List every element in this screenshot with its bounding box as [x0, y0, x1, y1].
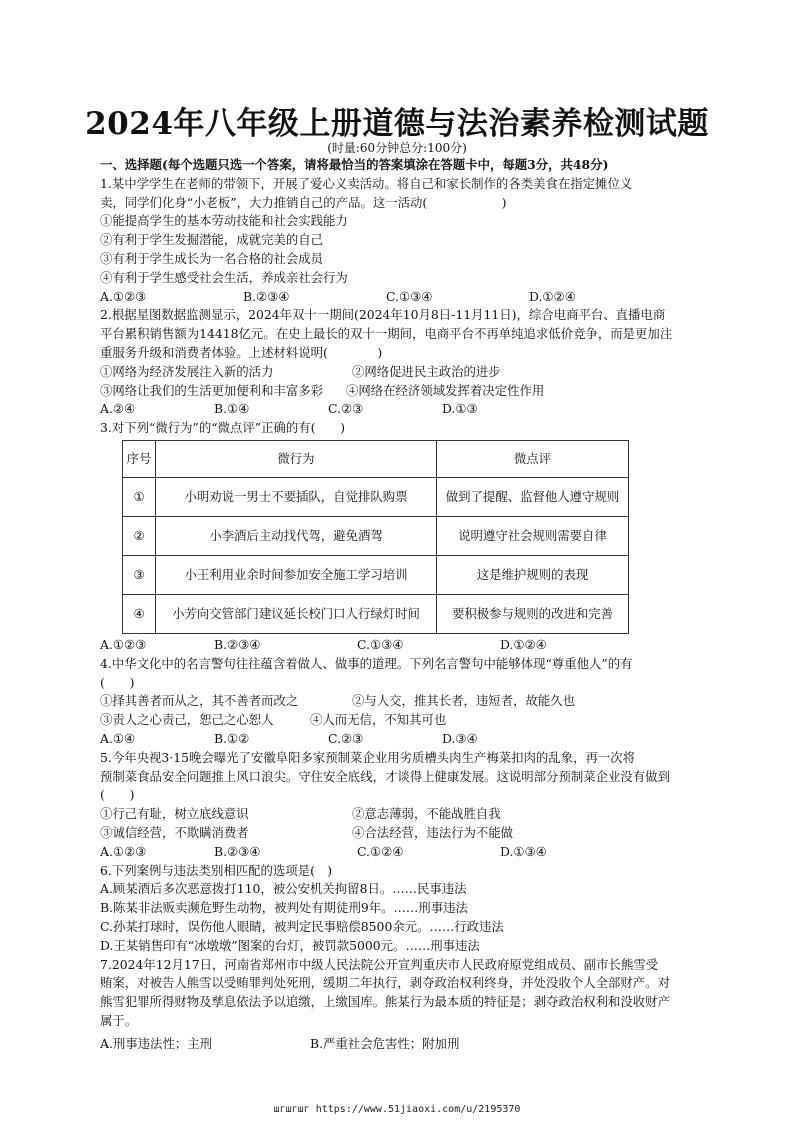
q6-stem: 6.下列案例与违法类别相匹配的选项是( ): [100, 862, 333, 878]
q6-choice-b[interactable]: B.陈某非法贩卖濒危野生动物，被判处有期徒刑9年。……刑事违法: [100, 900, 468, 916]
q6-choice-c[interactable]: C.孙某打球时，误伤他人眼睛，被判定民事赔偿8500余元。……行政违法: [100, 918, 504, 934]
table-header-cell: 微行为: [156, 440, 437, 477]
q3-options: [100, 636, 726, 655]
footer-url[interactable]: шгшгшг https://www.51jiaoxi.com/u/2195370: [273, 1104, 521, 1115]
q1-option-a[interactable]: A.①②③: [100, 288, 147, 304]
q1-item: ②有利于学生发掘潜能，成就完美的自己: [100, 232, 324, 248]
q5-items-row-1: [100, 805, 726, 824]
q7-option-a[interactable]: A.刑事违法性；主刑: [100, 1035, 213, 1051]
q4-item: ②与人交，推其长者，违短者，故能久也: [352, 693, 576, 709]
q2-stem-line-3: 重服务升级和消费者体验。上述材料说明( ): [100, 344, 383, 360]
table-row: [123, 477, 629, 516]
table-cell: 说明遵守社会规则需要自律: [437, 516, 629, 555]
q4-item: ①择其善者而从之，其不善者而改之: [100, 693, 299, 709]
q1-option-d[interactable]: D.①②④: [529, 288, 576, 304]
page-title: 2024年八年级上册道德与法治素养检测试题: [85, 106, 709, 142]
q2-option-c[interactable]: C.②③: [328, 401, 364, 417]
q3-table: [122, 440, 629, 634]
q5-option-a[interactable]: A.①②③: [100, 843, 147, 859]
q2-item: ④网络在经济领域发挥着决定性作用: [346, 382, 545, 398]
q5-option-d[interactable]: D.①③④: [500, 843, 547, 859]
q1-option-c[interactable]: C.①③④: [386, 288, 433, 304]
q2-item: ③网络让我们的生活更加便利和丰富多彩: [100, 382, 324, 398]
q5-item: ①行己有耻，树立底线意识: [100, 806, 249, 822]
table-cell: ①: [123, 477, 156, 516]
q1-stem-line-1: 1.某中学学生在老师的带领下，开展了爱心义卖活动。将自己和家长制作的各类美食在指定摊位义: [100, 175, 633, 191]
q4-option-b[interactable]: B.①②: [214, 730, 250, 746]
table-cell: 小芳向交管部门建议延长校门口人行绿灯时间: [156, 594, 437, 633]
q1-item: ④有利于学生感受社会生活，养成亲社会行为: [100, 269, 348, 285]
q2-item: ②网络促进民主政治的进步: [352, 363, 501, 379]
q7-stem-line-3: 熊雪犯罪所得财物及孳息依法予以追缴，上缴国库。熊某行为最本质的特征是；剥夺政治权利和没收财产: [100, 994, 670, 1010]
table-cell: ④: [123, 594, 156, 633]
q4-stem-line-2: ( ): [100, 674, 135, 690]
q4-items-row-2: [100, 711, 726, 730]
q4-option-d[interactable]: D.③④: [442, 730, 478, 746]
q2-option-a[interactable]: A.②④: [100, 401, 136, 417]
table-cell: ②: [123, 516, 156, 555]
q2-items-row-2: [100, 382, 726, 401]
q2-option-b[interactable]: B.①④: [214, 401, 250, 417]
q7-stem-line-2: 贿案，对被告人熊雪以受贿罪判处死刑，缓期二年执行，剥夺政治权利终身，并处没收个人全部财产。对: [100, 975, 670, 991]
table-row: [123, 555, 629, 594]
table-header-cell: 序号: [123, 440, 156, 477]
q7-option-b[interactable]: B.严重社会危害性；附加刑: [310, 1035, 460, 1051]
q1-item: ①能提高学生的基本劳动技能和社会实践能力: [100, 213, 348, 229]
table-cell: 小王利用业余时间参加安全施工学习培训: [156, 555, 437, 594]
table-header-row: [123, 440, 629, 477]
q1-stem-line-2: 卖，同学们化身“小老板”，大力推销自己的产品。这一活动( ): [100, 194, 507, 210]
q4-options: [100, 730, 726, 749]
q1-options: [100, 288, 726, 307]
q1-item: ③有利于学生成长为一名合格的社会成员: [100, 250, 324, 266]
q2-items-row-1: [100, 363, 726, 382]
q4-option-a[interactable]: A.①④: [100, 730, 136, 746]
table-cell: 小明劝说一男士不要插队，自觉排队购票: [156, 477, 437, 516]
q2-option-d[interactable]: D.①③: [442, 401, 478, 417]
exam-content: [100, 156, 726, 1053]
q5-options: [100, 843, 726, 862]
q3-option-b[interactable]: B.②③④: [214, 636, 261, 652]
q5-option-b[interactable]: B.②③④: [214, 843, 261, 859]
q6-choice-d[interactable]: D.王某销售印有“冰墩墩”图案的台灯，被罚款5000元。……刑事违法: [100, 937, 480, 953]
table-cell: 做到了提醒、监督他人遵守规则: [437, 477, 629, 516]
table-row: [123, 516, 629, 555]
table-header-cell: 微点评: [437, 440, 629, 477]
exam-time-score: (时量:60分钟总分:100分): [327, 141, 467, 155]
q5-item: ②意志薄弱，不能战胜自我: [352, 806, 501, 822]
q4-option-c[interactable]: C.②③: [328, 730, 364, 746]
q7-stem-line-1: 7.2024年12月17日，河南省郑州市中级人民法院公开宣判重庆市人民政府原党组成员、副市长熊雪受: [100, 956, 659, 972]
q7-options: [100, 1035, 726, 1054]
q4-item: ③责人之心责己，恕己之心恕人: [100, 712, 274, 728]
q2-stem-line-2: 平台累积销售额为14418亿元。在史上最长的双十一期间，电商平台不再单纯追求低价竞争，而是更加注: [100, 326, 673, 342]
q6-choice-a[interactable]: A.顾某酒后多次恶意拨打110，被公安机关拘留8日。……民事违法: [100, 881, 467, 897]
table-cell: ③: [123, 555, 156, 594]
table-cell: 要积极参与规则的改进和完善: [437, 594, 629, 633]
q7-stem-line-4: 属于。: [100, 1012, 138, 1028]
q3-stem: 3.对下列“微行为”的“微点评”正确的有( ): [100, 420, 346, 436]
q4-items-row-1: [100, 692, 726, 711]
q4-stem-line-1: 4.中华文化中的名言警句往往蕴含着做人、做事的道理。下列名言警句中能够体现“尊重他人”的有: [100, 655, 633, 671]
q1-option-b[interactable]: B.②③④: [243, 288, 290, 304]
q3-option-a[interactable]: A.①②③: [100, 636, 147, 652]
q5-item: ③诚信经营，不欺瞒消费者: [100, 824, 249, 840]
table-cell: 小李酒后主动找代驾，避免酒驾: [156, 516, 437, 555]
q2-item: ①网络为经济发展注入新的活力: [100, 363, 274, 379]
section-heading: 一、选择题(每个选题只选一个答案，请将最恰当的答案填涂在答题卡中，每题3分，共48分): [100, 157, 609, 172]
q2-options: [100, 400, 726, 419]
q4-item: ④人而无信，不知其可也: [310, 712, 447, 728]
table-row: [123, 594, 629, 633]
q5-item: ④合法经营，违法行为不能做: [352, 824, 514, 840]
q5-stem-line-1: 5.今年央视3·15晚会曝光了安徽阜阳多家预制菜企业用劣质槽头肉生产梅菜扣肉的乱象，再一次将: [100, 749, 636, 765]
q5-items-row-2: [100, 824, 726, 843]
q5-option-c[interactable]: C.①②④: [357, 843, 404, 859]
q2-stem-line-1: 2.根据星图数据监测显示，2024年双十一期间(2024年10月8日-11月11日)，综合电商平台、直播电商: [100, 307, 666, 323]
q3-option-c[interactable]: C.①③④: [357, 636, 404, 652]
q3-option-d[interactable]: D.①②④: [500, 636, 547, 652]
q5-stem-line-2: 预制菜食品安全问题推上风口浪尖。守住安全底线，才谈得上健康发展。这说明部分预制菜企业没有做到: [100, 768, 670, 784]
table-cell: 这是维护规则的表现: [437, 555, 629, 594]
q5-stem-line-3: ( ): [100, 787, 135, 803]
